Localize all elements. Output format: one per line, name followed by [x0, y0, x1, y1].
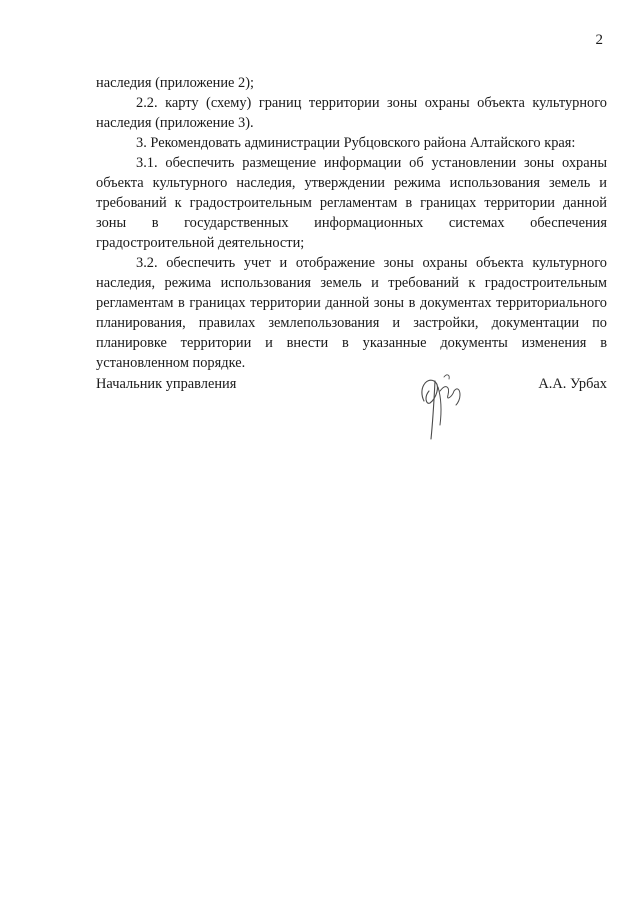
paragraph-3: 3. Рекомендовать администрации Рубцовского района Алтайского края:: [136, 135, 576, 151]
paragraph-3-2: 3.2. обеспечить учет и отображение зоны охраны объекта культурного наследия, режима использования земель и требований к градостроительным регламентам в границах территории данной зоны в документах территориального планирования, правилах землепользования и застройки, документации по планировке территории и внести в указанные документы изменения в установленном порядке.: [96, 255, 607, 371]
document-body: [96, 73, 607, 373]
signatory-name: А.А. Урбах: [538, 376, 607, 392]
signatory-title: Начальник управления: [96, 376, 237, 392]
paragraph-2-2: 2.2. карту (схему) границ территории зоны охраны объекта культурного наследия (приложение 3).: [96, 95, 607, 131]
handwritten-signature: [414, 367, 474, 447]
paragraph-3-1: 3.1. обеспечить размещение информации об установлении зоны охраны объекта культурного наследия, утверждении режима использования земель и требований к градостроительным регламентам в границах территории данной зоны в государственных информационных системах обеспечения градостроительной деятельности;: [96, 155, 607, 251]
page-number: 2: [595, 32, 603, 48]
signature-block: [96, 374, 607, 394]
paragraph-continuation: наследия (приложение 2);: [96, 75, 255, 91]
